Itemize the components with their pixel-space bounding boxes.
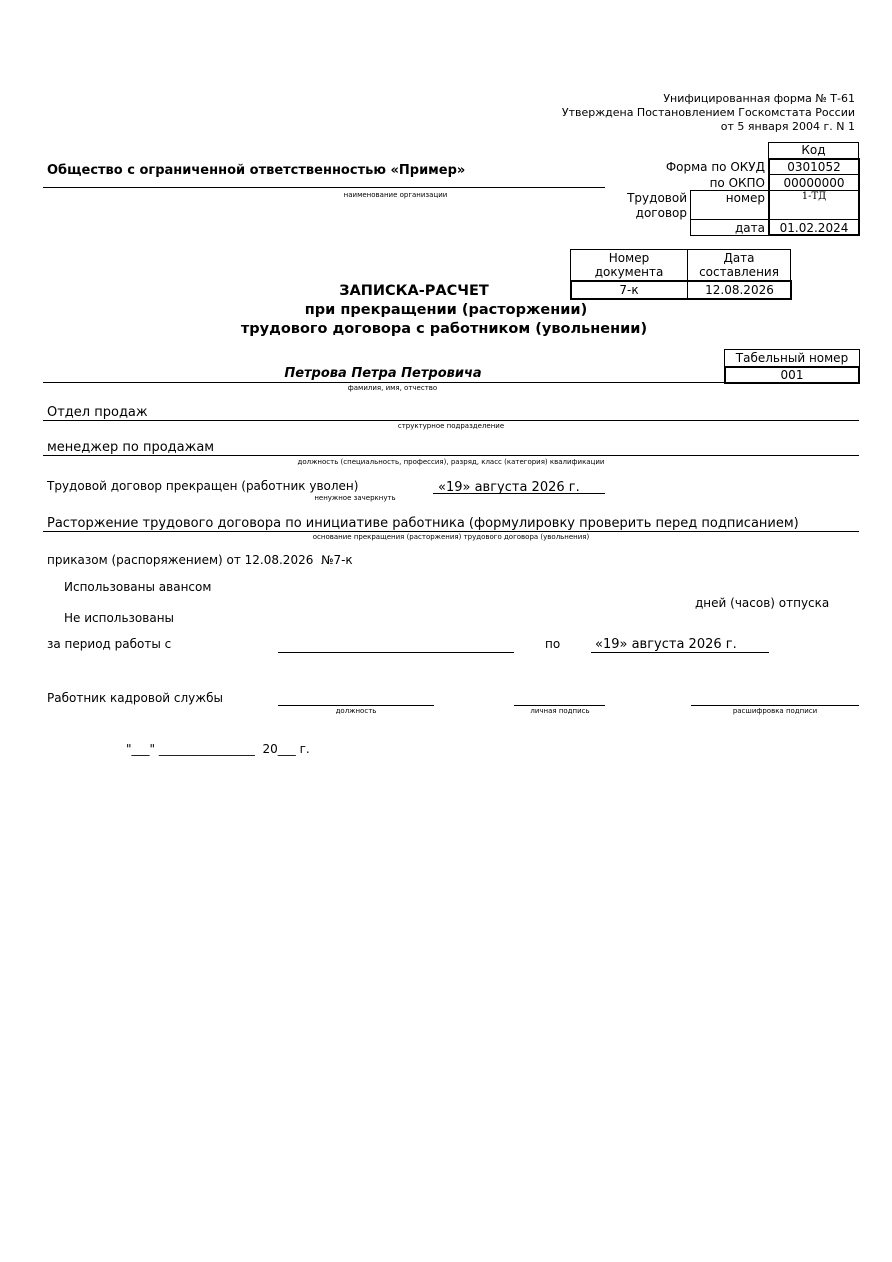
tab-number-value: 001 — [780, 368, 804, 382]
document-title — [0, 282, 892, 339]
doc-number-header-line2: документа — [594, 265, 664, 279]
contract-number-label: номер — [725, 191, 765, 205]
codes-divider-1 — [769, 174, 859, 175]
form-approval-line: Утверждена Постановлением Госкомстата России — [561, 106, 855, 119]
signature-date-line: "___" ________________ 20___ г. — [126, 742, 310, 756]
position-caption: должность (специальность, профессия), разряд, класс (категория) квалификации — [297, 458, 605, 466]
hr-decode-caption: расшифровка подписи — [732, 707, 818, 715]
doc-date-header-line1: Дата — [723, 251, 755, 265]
period-label: за период работы с — [47, 637, 172, 651]
hr-worker-label: Работник кадровой службы — [47, 691, 223, 705]
period-to-date: «19» августа 2026 г. — [595, 637, 737, 652]
organization-underline — [43, 187, 605, 188]
kod-label: Код — [801, 143, 826, 157]
contract-label-line2: договор — [635, 206, 687, 220]
tab-number-header — [724, 349, 860, 367]
doc-number-value: 7-к — [619, 283, 639, 297]
contract-date-label: дата — [735, 221, 765, 235]
termination-date-underline — [433, 493, 605, 494]
order-line: приказом (распоряжением) от 12.08.2026 №7-к — [47, 553, 353, 567]
contract-number-value: 1-ТД — [801, 191, 827, 202]
doc-date-header-line2: составления — [699, 265, 779, 279]
position-underline — [43, 455, 859, 456]
hr-signature-caption: личная подпись — [530, 707, 590, 715]
department-caption: структурное подразделение — [397, 422, 505, 430]
hr-signature-line — [514, 705, 605, 706]
organization-name: Общество с ограниченной ответственностью «Пример» — [47, 163, 466, 178]
form-number-line: Унифицированная форма № Т-61 — [663, 92, 855, 105]
title-line3: трудового договора с работником (увольнении) — [240, 321, 648, 337]
tab-number-value-cell — [724, 366, 860, 384]
okud-value: 0301052 — [787, 160, 841, 174]
form-approval-date-line: от 5 января 2004 г. N 1 — [720, 120, 855, 133]
title-line2: при прекращении (расторжении) — [304, 302, 588, 318]
doc-number-header-line1: Номер — [608, 251, 650, 265]
strike-caption: ненужное зачеркнуть — [314, 494, 396, 502]
position-value: менеджер по продажам — [47, 440, 215, 455]
kod-header-cell — [768, 142, 859, 159]
okud-label: Форма по ОКУД — [665, 160, 765, 174]
form-header-note — [562, 92, 855, 134]
department-underline — [43, 420, 859, 421]
okpo-value: 00000000 — [783, 176, 845, 190]
termination-reason-underline — [43, 531, 859, 532]
vacation-not-used-label: Не использованы — [64, 611, 175, 625]
department-value: Отдел продаж — [47, 405, 148, 420]
period-to-underline — [591, 652, 769, 653]
termination-reason-caption: основание прекращения (расторжения) трудового договора (увольнения) — [312, 533, 590, 541]
tab-number-label: Табельный номер — [735, 351, 849, 365]
termination-reason: Расторжение трудового договора по инициативе работника (формулировку проверить перед подписанием) — [47, 516, 799, 531]
organization-caption: наименование организации — [343, 191, 448, 199]
hr-position-line — [278, 705, 434, 706]
employee-name-underline — [43, 382, 724, 383]
hr-decode-line — [691, 705, 859, 706]
title-line1: ЗАПИСКА-РАСЧЕТ — [339, 283, 489, 299]
termination-label: Трудовой договор прекращен (работник уволен) — [47, 479, 359, 493]
employee-name-caption: фамилия, имя, отчество — [347, 384, 438, 392]
vacation-days-label: дней (часов) отпуска — [695, 596, 830, 610]
doc-date-header — [687, 249, 791, 281]
period-from-underline — [278, 652, 514, 653]
termination-date: «19» августа 2026 г. — [438, 480, 580, 495]
contract-label-line1: Трудовой — [627, 191, 687, 205]
codes-divider-3 — [769, 219, 859, 220]
employee-name: Петрова Петра Петровича — [284, 366, 482, 381]
hr-position-caption: должность — [335, 707, 377, 715]
period-to-label: по — [545, 637, 561, 651]
contract-date-value: 01.02.2024 — [779, 221, 849, 235]
okpo-label: по ОКПО — [709, 176, 765, 190]
doc-number-header — [570, 249, 688, 281]
vacation-used-label: Использованы авансом — [64, 580, 212, 594]
doc-date-value: 12.08.2026 — [705, 283, 774, 297]
